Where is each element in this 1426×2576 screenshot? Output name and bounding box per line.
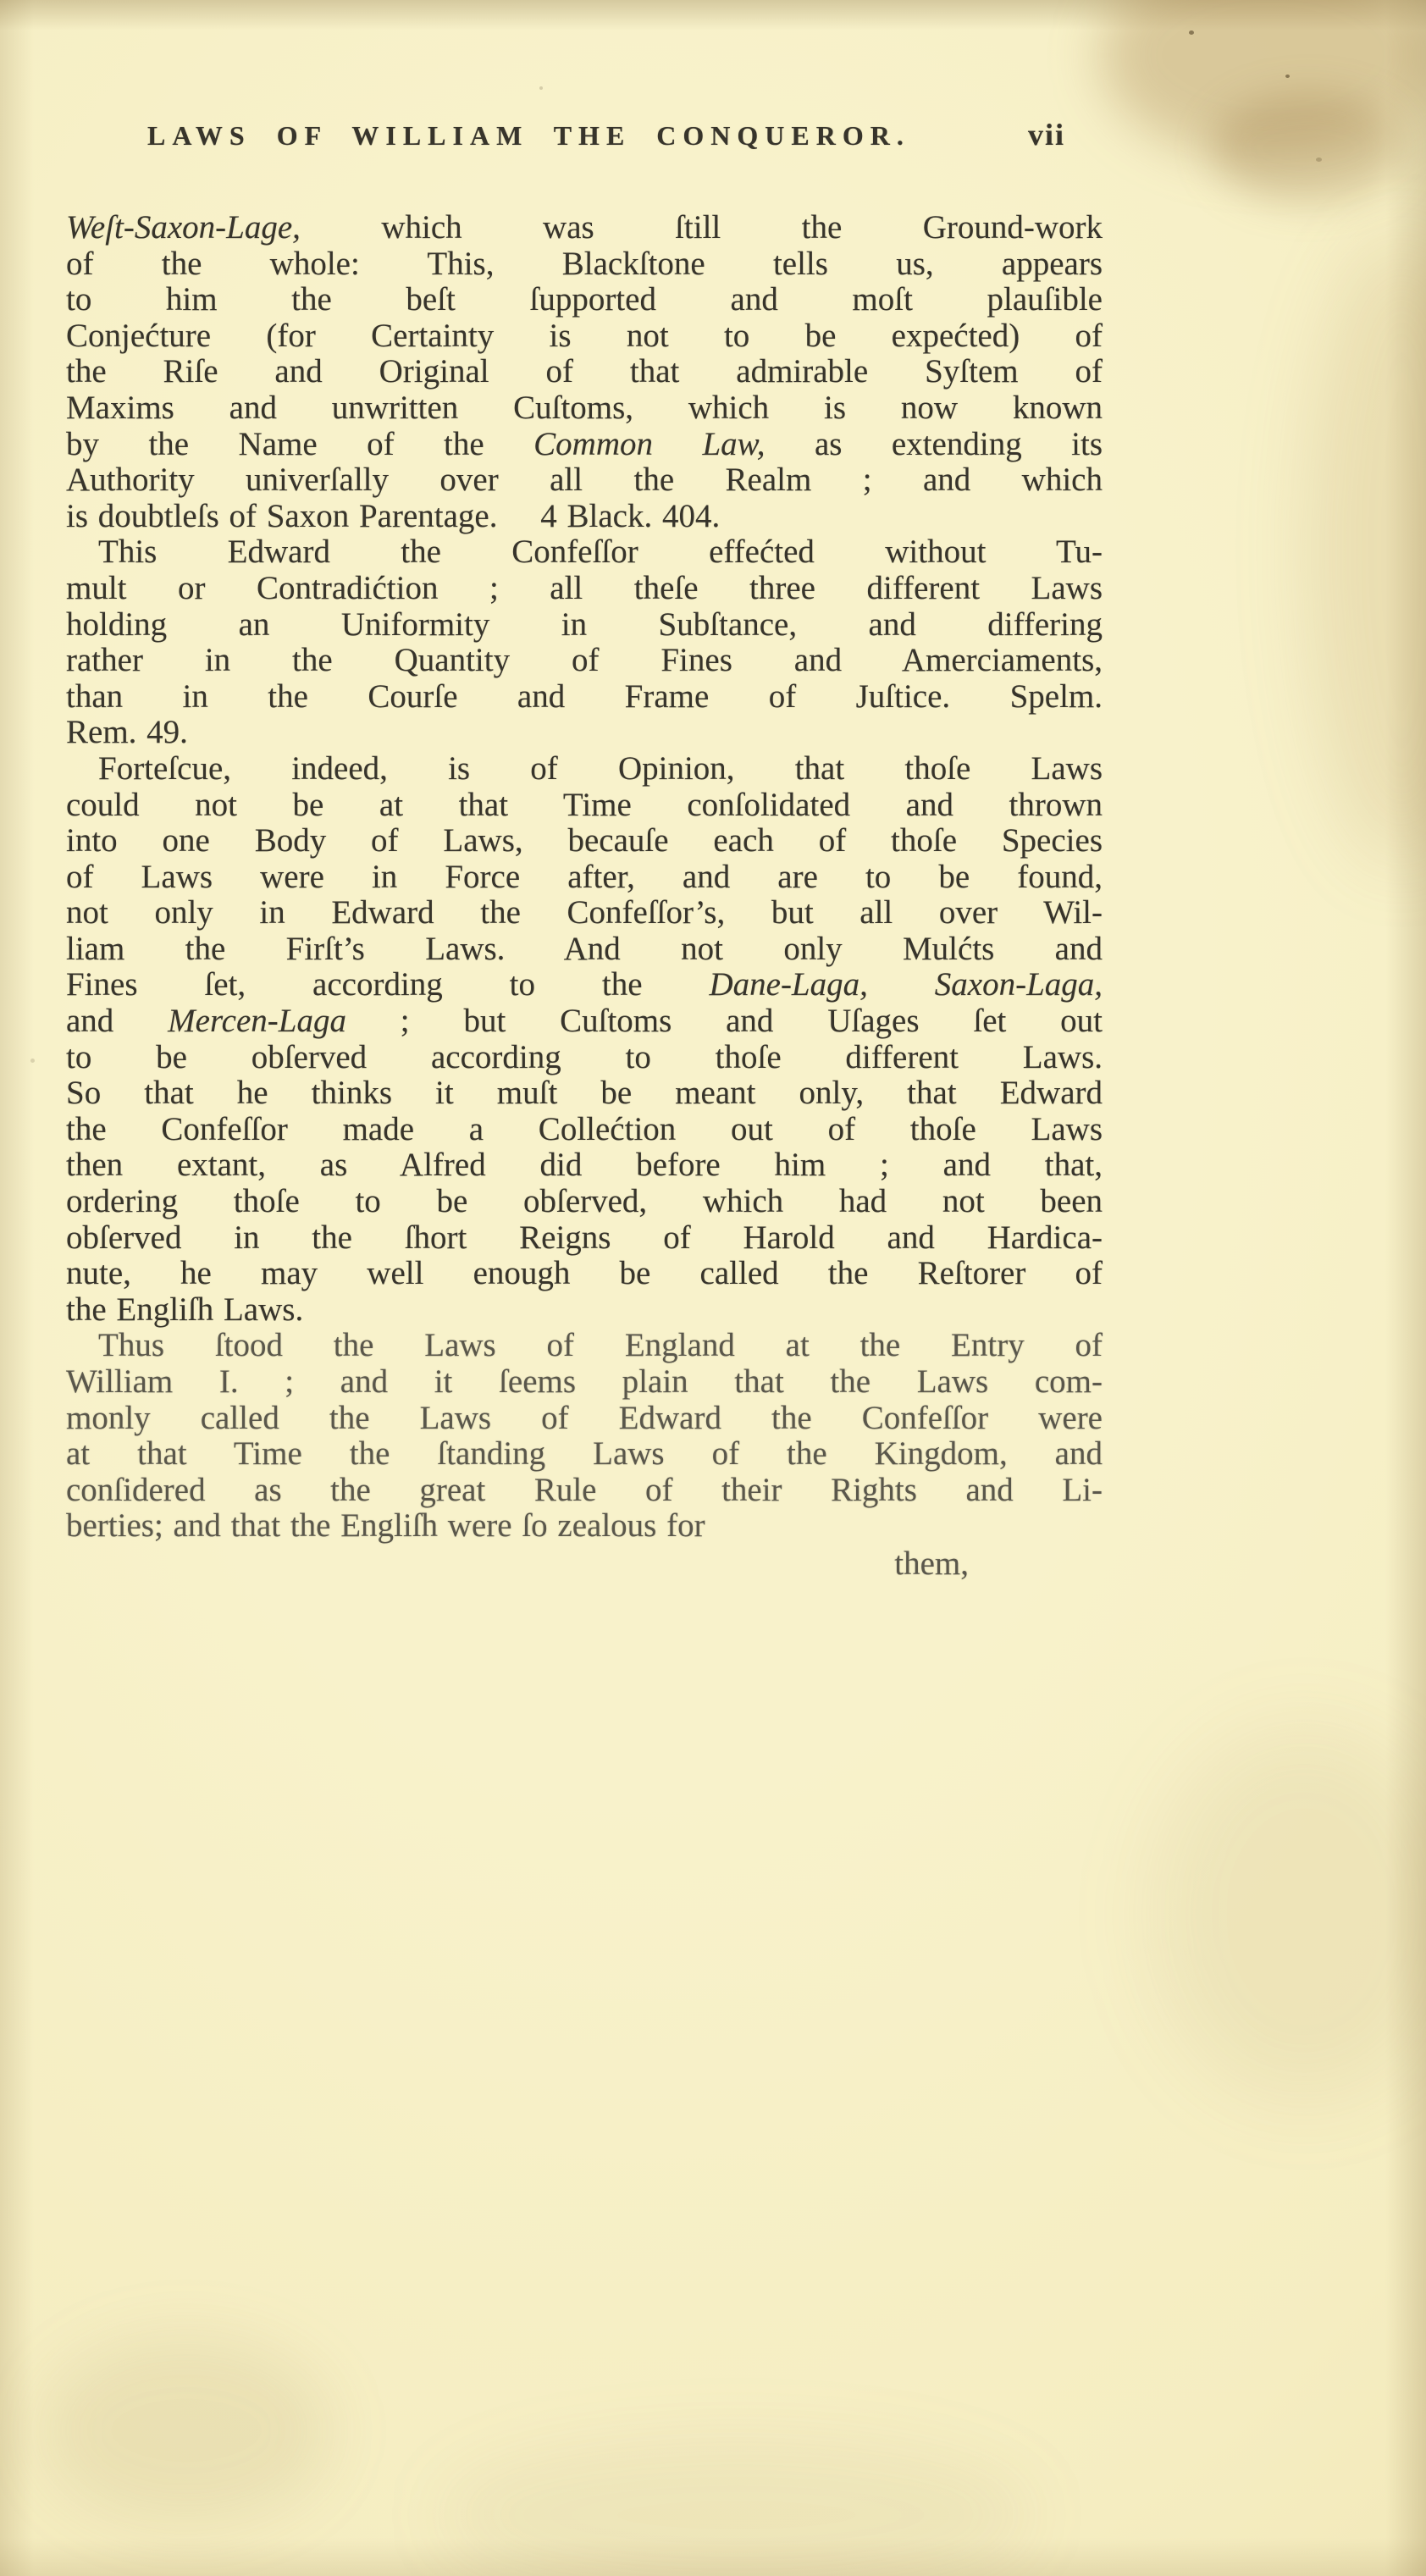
text-segment: liam the Firſt’s Laws. And not only Mulćts and xyxy=(66,930,1103,967)
catchword-row xyxy=(66,1546,1103,1583)
italic-text: Dane-Laga, Saxon-Laga, xyxy=(709,966,1103,1003)
paper-stain xyxy=(42,2337,330,2523)
text-line xyxy=(66,1364,1103,1401)
text-segment: not only in Edward the Confeſſor’s, but all over Wil- xyxy=(66,894,1103,931)
paragraph xyxy=(66,751,1103,1329)
text-segment: ; but Cuſtoms and Uſages ſet out xyxy=(345,1003,1103,1040)
text-segment: berties; and that the Engliſh were ſo zealous for xyxy=(66,1507,705,1545)
text-line xyxy=(66,571,1103,607)
paper-stain xyxy=(1308,237,1426,864)
text-segment: William I. ; and it ſeems plain that the Laws com- xyxy=(66,1363,1103,1400)
text-line xyxy=(66,967,1103,1003)
text-segment: obſerved in the ſhort Reigns of Harold and Hardica- xyxy=(66,1219,1103,1256)
italic-text: Common Law, xyxy=(533,425,766,462)
ink-speck xyxy=(1316,158,1322,162)
text-segment: monly called the Laws of Edward the Confeſſor were xyxy=(66,1399,1103,1436)
page-header xyxy=(66,117,1103,152)
text-line xyxy=(66,679,1103,716)
text-line xyxy=(66,860,1103,896)
text-line xyxy=(66,427,1103,463)
text-line xyxy=(66,390,1103,427)
text-segment: ordering thoſe to be obſerved, which had not been xyxy=(66,1183,1103,1220)
text-line xyxy=(66,1401,1103,1437)
text-segment: of the whole: This, Blackſtone tells us, appears xyxy=(66,245,1103,282)
paragraph xyxy=(66,534,1103,751)
text-line xyxy=(66,1292,1103,1329)
text-segment: at that Time the ſtanding Laws of the Kingdom, and xyxy=(66,1435,1103,1473)
text-segment: Fines ſet, according to the xyxy=(66,966,710,1003)
text-segment: Conjećture (for Certainty is not to be expećted) of xyxy=(66,317,1103,354)
text-line xyxy=(66,1112,1103,1148)
text-line xyxy=(66,1328,1103,1364)
text-line xyxy=(66,1436,1103,1473)
text-line xyxy=(66,751,1103,788)
text-line xyxy=(66,318,1103,355)
text-line xyxy=(66,534,1103,571)
running-title: LAWS OF WILLIAM THE CONQUEROR. xyxy=(147,120,910,151)
text-line xyxy=(66,643,1103,679)
paragraph xyxy=(66,1328,1103,1545)
ink-speck xyxy=(539,86,543,90)
text-segment: So that he thinks it muſt be meant only, that Edward xyxy=(66,1075,1103,1112)
text-segment: the Engliſh Laws. xyxy=(66,1291,304,1328)
text-segment: and xyxy=(66,1003,169,1040)
text-segment: Authority univerſally over all the Realm ; and which xyxy=(66,462,1103,499)
text-line xyxy=(66,499,1103,535)
text-segment: then extant, as Alfred did before him ; and that, xyxy=(66,1147,1103,1184)
text-line xyxy=(66,1473,1103,1509)
text-segment: of Laws were in Force after, and are to be found, xyxy=(66,858,1103,895)
italic-text: Mercen-Laga xyxy=(168,1003,346,1040)
text-segment: the Riſe and Original of that admirable Syſtem of xyxy=(66,353,1103,390)
text-segment: into one Body of Laws, becauſe each of thoſe Species xyxy=(66,822,1103,860)
text-segment: the Confeſſor made a Collećtion out of thoſe Laws xyxy=(66,1110,1103,1147)
text-line xyxy=(66,282,1103,318)
text-line xyxy=(66,246,1103,283)
text-segment: to be obſerved according to thoſe different Laws. xyxy=(66,1038,1103,1075)
text-line xyxy=(66,1147,1103,1184)
text-segment: nute, he may well enough be called the Reſtorer of xyxy=(66,1255,1103,1292)
text-segment: by the Name of the xyxy=(66,425,534,462)
text-line xyxy=(66,931,1103,968)
text-segment: holding an Uniformity in Subſtance, and differing xyxy=(66,605,1103,643)
text-segment: Forteſcue, indeed, is of Opinion, that thoſe Laws xyxy=(98,749,1103,787)
text-segment: than in the Courſe and Frame of Juſtice. Spelm. xyxy=(66,677,1103,715)
ink-speck xyxy=(1285,75,1290,78)
text-segment: Rem. 49. xyxy=(66,714,188,751)
paper-stain xyxy=(440,2439,1033,2576)
text-line xyxy=(66,462,1103,499)
ink-speck xyxy=(1189,30,1194,35)
text-line xyxy=(66,715,1103,751)
text-segment: could not be at that Time conſolidated and thrown xyxy=(66,786,1103,823)
text-segment: conſidered as the great Rule of their Rights and Li- xyxy=(66,1471,1103,1508)
text-segment: Maxims and unwritten Cuſtoms, which is now known xyxy=(66,389,1103,426)
text-segment: mult or Contradićtion ; all theſe three different Laws xyxy=(66,569,1103,606)
text-line xyxy=(66,1003,1103,1040)
text-line xyxy=(66,1184,1103,1220)
ink-speck xyxy=(30,1059,35,1063)
paper-stain xyxy=(1152,1727,1426,2100)
italic-text: Weſt-Saxon-Lage, xyxy=(66,209,301,246)
paper-stain xyxy=(1101,0,1426,161)
text-line xyxy=(66,895,1103,931)
body-text xyxy=(66,210,1103,1545)
text-line xyxy=(66,210,1103,246)
text-segment: is doubtleſs of Saxon Parentage. 4 Black. 404. xyxy=(66,497,721,534)
text-segment: which was ſtill the Ground-work xyxy=(300,209,1103,246)
text-segment: rather in the Quantity of Fines and Amerciaments, xyxy=(66,642,1103,679)
text-segment: This Edward the Confeſſor effećted without Tu- xyxy=(98,533,1103,571)
paragraph xyxy=(66,210,1103,534)
text-segment: to him the beſt ſupported and moſt plauſible xyxy=(66,281,1103,318)
text-line xyxy=(66,607,1103,644)
text-segment: as extending its xyxy=(765,425,1103,462)
text-line xyxy=(66,788,1103,824)
text-line xyxy=(66,1256,1103,1292)
catchword: them, xyxy=(894,1545,969,1582)
page-number: vii xyxy=(1027,118,1065,152)
text-line xyxy=(66,354,1103,390)
paper-stain xyxy=(1211,93,1406,203)
text-line xyxy=(66,1220,1103,1257)
text-line xyxy=(66,823,1103,860)
text-segment: Thus ſtood the Laws of England at the Entry of xyxy=(98,1327,1103,1364)
text-block xyxy=(66,117,1103,1583)
text-line xyxy=(66,1075,1103,1112)
text-line xyxy=(66,1508,1103,1545)
text-line xyxy=(66,1040,1103,1076)
